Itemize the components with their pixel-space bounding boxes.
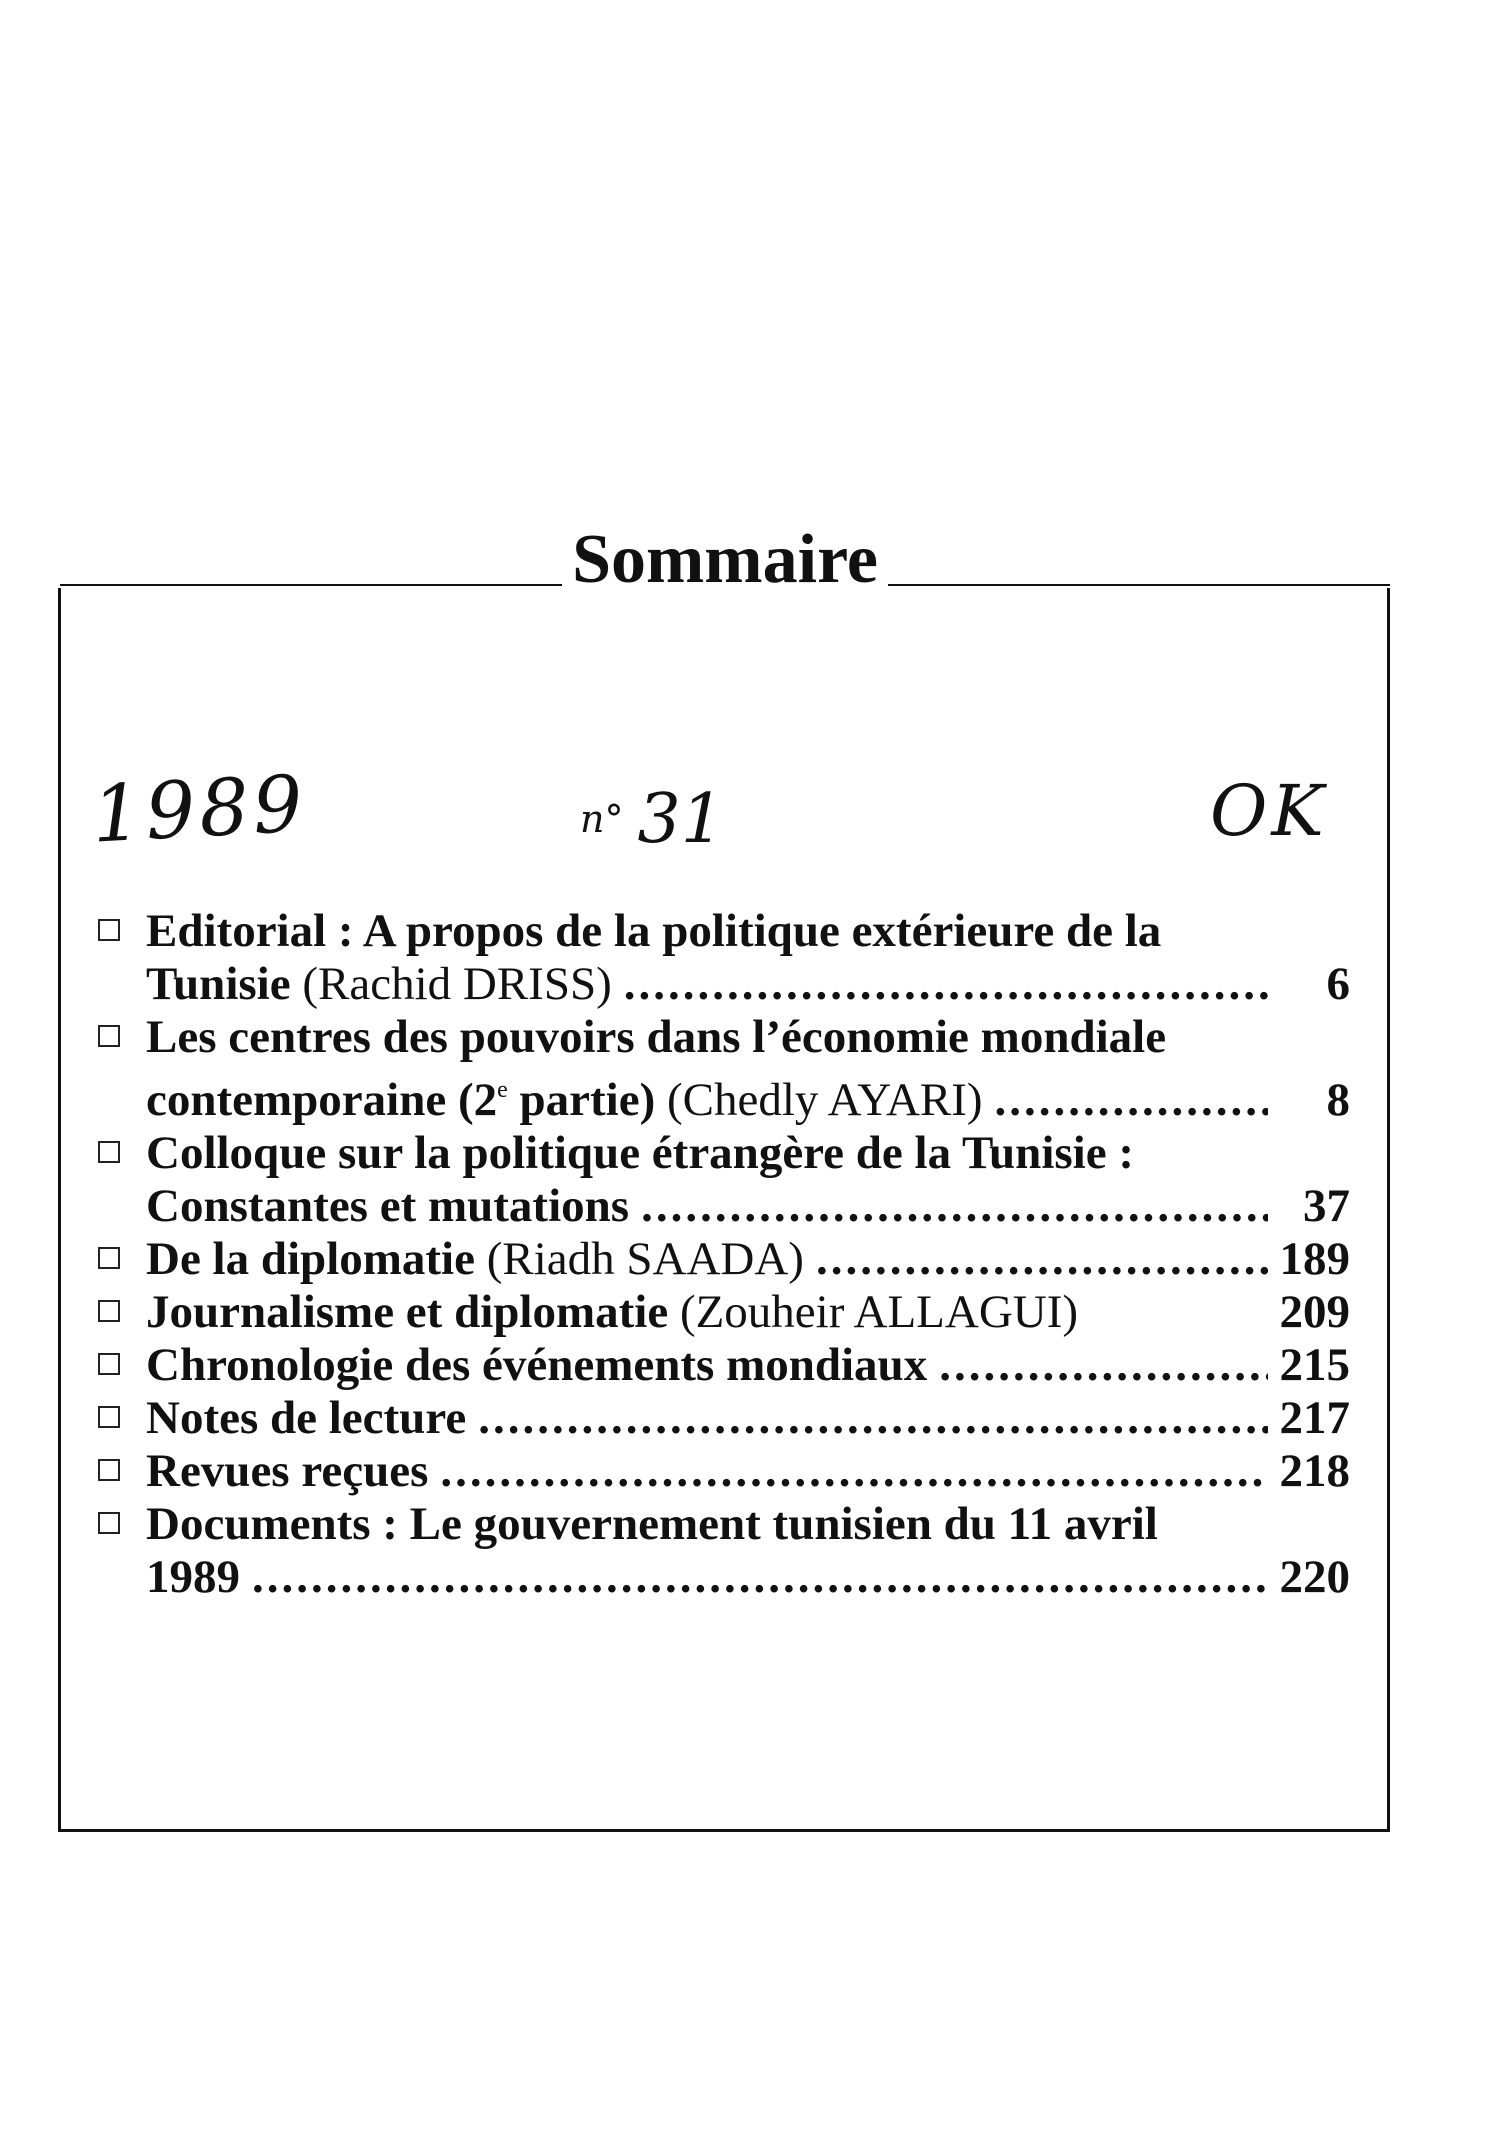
leader-dots bbox=[478, 1392, 1267, 1445]
toc-entry-diplomatie bbox=[98, 1233, 1350, 1286]
checkbox-icon bbox=[98, 919, 120, 941]
leader-dots bbox=[995, 1074, 1268, 1127]
checkbox-icon bbox=[98, 1406, 120, 1428]
toc-entry-colloque bbox=[98, 1127, 1350, 1233]
checkbox-icon bbox=[98, 1512, 120, 1534]
handwritten-number: 31 bbox=[637, 780, 725, 859]
checkbox-icon bbox=[98, 1025, 120, 1047]
handwritten-year: 1989 bbox=[89, 759, 309, 861]
toc-entry-title-after: partie) bbox=[507, 1074, 656, 1126]
leader-dots bbox=[816, 1233, 1268, 1286]
toc-entry-revues bbox=[98, 1445, 1350, 1498]
toc-entry-title: Journalisme et diplomatie bbox=[146, 1286, 669, 1338]
table-of-contents bbox=[98, 905, 1350, 1604]
toc-entry-author: (Rachid DRISS) bbox=[302, 958, 612, 1010]
toc-entry-chronologie bbox=[98, 1339, 1350, 1392]
toc-entry-title: De la diplomatie bbox=[146, 1233, 475, 1285]
title-rule-right bbox=[888, 584, 1390, 586]
toc-entry-documents bbox=[98, 1498, 1350, 1604]
checkbox-icon bbox=[98, 1141, 120, 1163]
toc-entry-page: 220 bbox=[1279, 1551, 1350, 1603]
toc-entry-page: 8 bbox=[1326, 1074, 1350, 1126]
checkbox-icon bbox=[98, 1459, 120, 1481]
toc-entry-page: 6 bbox=[1326, 958, 1350, 1010]
toc-entry-editorial bbox=[98, 905, 1350, 1011]
leader-dots bbox=[939, 1339, 1267, 1392]
toc-entry-superscript: e bbox=[497, 1077, 508, 1103]
toc-entry-title: Chronologie des événements mondiaux bbox=[146, 1339, 928, 1391]
toc-entry-page: 189 bbox=[1279, 1233, 1350, 1285]
leader-dots bbox=[641, 1180, 1268, 1233]
leader-dots bbox=[252, 1551, 1268, 1604]
toc-entry-line1: Les centres des pouvoirs dans l’économie mondiale bbox=[146, 1011, 1167, 1063]
toc-entry-title: 1989 bbox=[146, 1551, 240, 1603]
toc-entry-title: contemporaine (2 bbox=[146, 1074, 498, 1126]
toc-entry-author: (Riadh SAADA) bbox=[486, 1233, 804, 1285]
toc-entry-title: Notes de lecture bbox=[146, 1392, 467, 1444]
toc-entry-line1: Documents : Le gouvernement tunisien du 11 avril bbox=[146, 1498, 1158, 1550]
toc-entry-author: (Zouheir ALLAGUI) bbox=[679, 1286, 1079, 1338]
leader-dots bbox=[624, 958, 1268, 1011]
toc-entry-title: Revues reçues bbox=[146, 1445, 429, 1497]
title-rule-left bbox=[60, 584, 562, 586]
toc-entry-title: Tunisie bbox=[146, 958, 291, 1010]
toc-entry-line1: Colloque sur la politique étrangère de la Tunisie : bbox=[146, 1127, 1134, 1179]
handwritten-issue-number bbox=[580, 780, 724, 859]
page-title: Sommaire bbox=[572, 521, 878, 598]
toc-entry-page: 209 bbox=[1279, 1286, 1350, 1338]
toc-entry-notes-lecture bbox=[98, 1392, 1350, 1445]
leader-dots bbox=[440, 1445, 1267, 1498]
toc-entry-page: 217 bbox=[1279, 1392, 1350, 1444]
handwritten-number-prefix: n° bbox=[580, 797, 624, 841]
handwritten-ok: OK bbox=[1210, 770, 1328, 852]
checkbox-icon bbox=[98, 1300, 120, 1322]
toc-entry-page: 215 bbox=[1279, 1339, 1350, 1391]
toc-entry-title: Constantes et mutations bbox=[146, 1180, 630, 1232]
toc-entry-centres-pouvoirs bbox=[98, 1011, 1350, 1127]
checkbox-icon bbox=[98, 1353, 120, 1375]
toc-entry-journalisme bbox=[98, 1286, 1350, 1339]
toc-entry-author: (Chedly AYARI) bbox=[667, 1074, 983, 1126]
checkbox-icon bbox=[98, 1247, 120, 1269]
toc-entry-line1: Editorial : A propos de la politique extérieure de la bbox=[146, 905, 1162, 957]
toc-entry-page: 37 bbox=[1303, 1180, 1350, 1232]
toc-entry-page: 218 bbox=[1279, 1445, 1350, 1497]
